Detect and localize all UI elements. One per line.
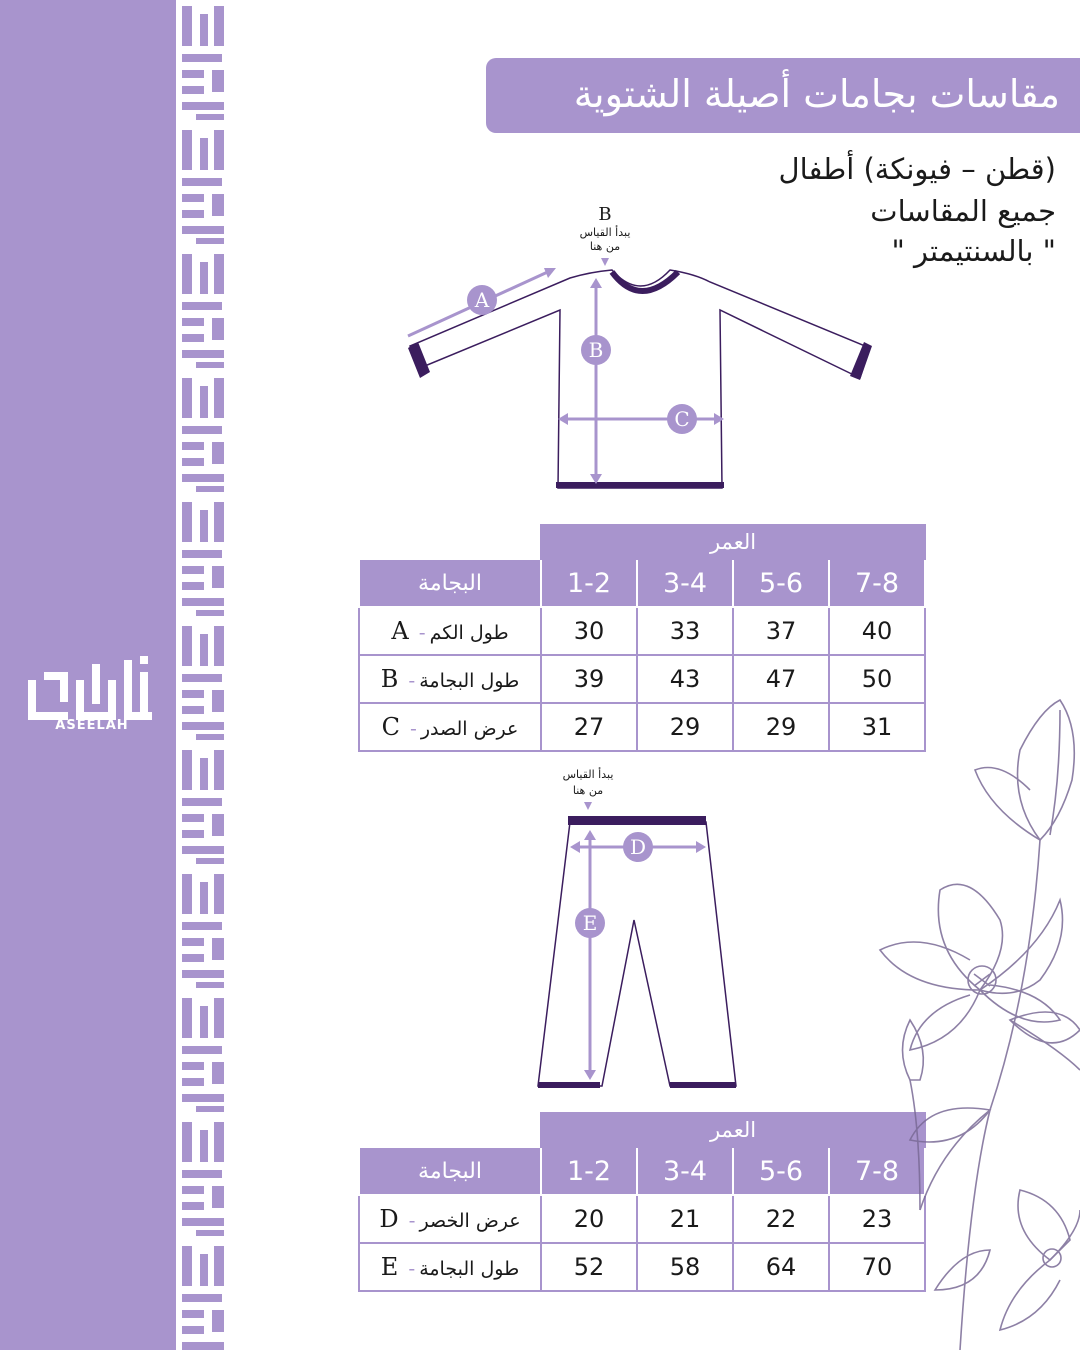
title-banner: [486, 58, 1080, 133]
table-cell: 23: [829, 1195, 925, 1243]
table-cell: 33: [637, 607, 733, 655]
table-cell: 39: [541, 655, 637, 703]
pants-start-pointer: [584, 802, 592, 810]
fabric-subtitle: (قطن – فيونكة) أطفال: [778, 152, 1056, 186]
pants-start-note-line1: يبدأ القياس: [562, 768, 614, 781]
table-cell: 29: [733, 703, 829, 751]
magnolia-flower-illustration: [760, 690, 1080, 1350]
table-cell: 40: [829, 607, 925, 655]
table-cell: 31: [829, 703, 925, 751]
table-cell: 22: [733, 1195, 829, 1243]
table-cell: 58: [637, 1243, 733, 1291]
size-header: 5-6: [733, 559, 829, 607]
table-cell: 64: [733, 1243, 829, 1291]
pants-waistband: [568, 816, 706, 825]
table-cell: 20: [541, 1195, 637, 1243]
age-header: العمر: [541, 1113, 925, 1147]
row-label: طول البجامة-B: [359, 655, 541, 703]
row-label: عرض الصدر-C: [359, 703, 541, 751]
table-cell: 21: [637, 1195, 733, 1243]
table-cell: 52: [541, 1243, 637, 1291]
page-title: مقاسات بجامات أصيلة الشتوية: [573, 72, 1060, 116]
size-header: 1-2: [541, 1147, 637, 1195]
left-pant-hem: [538, 1082, 600, 1088]
table-corner: [359, 525, 541, 559]
table-cell: 70: [829, 1243, 925, 1291]
table-cell: 30: [541, 607, 637, 655]
table-row: [359, 607, 925, 655]
table-corner: [359, 1113, 541, 1147]
marker-d-label: D: [629, 835, 647, 859]
marker-a-label: A: [474, 288, 490, 312]
shirt-start-pointer: [601, 258, 609, 266]
all-sizes-subtitle: جميع المقاسات: [870, 194, 1056, 228]
logo-wordmark: ASEELAH: [55, 718, 129, 733]
units-subtitle: " بالسنتيمتر ": [891, 234, 1056, 268]
row-label: عرض الخصر-D: [359, 1195, 541, 1243]
table-cell: 43: [637, 655, 733, 703]
table-cell: 37: [733, 607, 829, 655]
age-header: العمر: [541, 525, 925, 559]
size-header: 7-8: [829, 1147, 925, 1195]
size-header: 3-4: [637, 559, 733, 607]
table-cell: 29: [637, 703, 733, 751]
row-label: طول البجامة-E: [359, 1243, 541, 1291]
table-cell: 27: [541, 703, 637, 751]
shirt-diagram: [390, 200, 890, 500]
shirt-start-note-line2: من هنا: [589, 240, 621, 253]
table-cell: 50: [829, 655, 925, 703]
marker-b-label: B: [588, 338, 604, 362]
shirt-hem: [556, 482, 724, 488]
size-header: 3-4: [637, 1147, 733, 1195]
pajama-column-header: البجامة: [359, 559, 541, 607]
pants-start-note-line2: من هنا: [572, 784, 604, 797]
marker-c-label: C: [674, 407, 690, 431]
size-header: 1-2: [541, 559, 637, 607]
shirt-start-note-line1: يبدأ القياس: [579, 226, 631, 239]
right-pant-hem: [670, 1082, 736, 1088]
kufic-pattern-strip: [176, 0, 232, 1350]
table-cell: 47: [733, 655, 829, 703]
marker-e-label: E: [582, 911, 598, 935]
neck-marker-letter: B: [598, 204, 612, 225]
size-header: 5-6: [733, 1147, 829, 1195]
row-label: طول الكم-A: [359, 607, 541, 655]
pants-diagram: [520, 760, 760, 1100]
size-header: 7-8: [829, 559, 925, 607]
pajama-column-header: البجامة: [359, 1147, 541, 1195]
